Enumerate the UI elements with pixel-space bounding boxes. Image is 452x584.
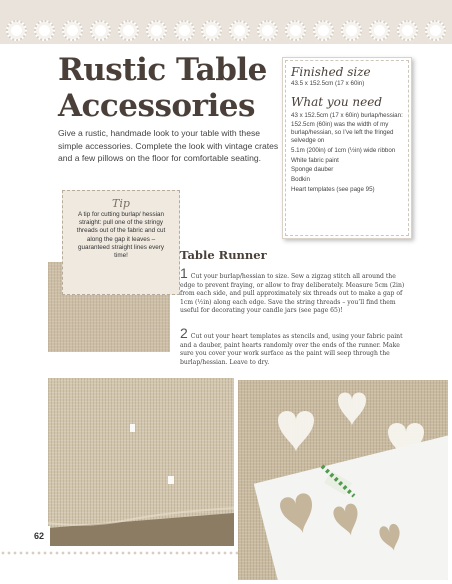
- hearts-illustration: [238, 380, 448, 580]
- step-number: 1: [180, 265, 188, 281]
- title-line-2: Accessories: [58, 88, 255, 124]
- frayed-gap-mark: [130, 424, 135, 432]
- doily-lace-icon: [425, 20, 446, 41]
- doily-lace-icon: [229, 20, 250, 41]
- table-runner-heading: Table Runner: [180, 248, 267, 262]
- step-2: [180, 325, 406, 367]
- tip-box: [62, 190, 180, 295]
- finished-size-heading: Finished size: [291, 65, 371, 79]
- step-text: Cut your burlap/hessian to size. Sew a zigzag stitch all around the edge to prevent fraying, or allow to fray deliberately. Measure 5cm (2in) from each side, and pull approximately six threads out to make a gap of 1cm (½in) along each edge. Save the string threads – you’ll find them useful for decorating your candle jars (see page 65)!: [180, 273, 405, 315]
- doily-lace-icon: [146, 20, 167, 41]
- fringe-illustration: [48, 378, 234, 546]
- doily-lace-icon: [257, 20, 278, 41]
- list-item: 5.1m (200in) of 1cm (½in) wide ribbon: [291, 146, 396, 154]
- tip-text: A tip for cutting burlap/ hessian straight: pull one of the stringy threads out of the fabric and cut along the gap it leaves – guaranteed straight lines every time!: [76, 211, 166, 260]
- page-title: [58, 52, 278, 124]
- doily-lace-icon: [285, 20, 306, 41]
- doily-lace-icon: [313, 20, 334, 41]
- doily-lace-icon: [201, 20, 222, 41]
- list-item: Bodkin: [291, 176, 310, 184]
- heart-icon: [278, 411, 314, 452]
- heart-icon: [338, 393, 366, 427]
- bottom-lace-trim: [0, 549, 238, 557]
- materials-box: [282, 57, 412, 239]
- list-item: 43 x 152.5cm (17 x 60in) burlap/hessian: 152.5cm (60in) was the width of my burlap/hessian, so I’ve left the fringed selvedge on: [291, 112, 403, 145]
- frayed-gap-mark: [168, 476, 174, 484]
- doily-lace-icon: [118, 20, 139, 41]
- intro-paragraph: Give a rustic, handmade look to your table with these simple accessories. Complete the look with vintage crates and a few pillows on the floor for comfortable seating.: [58, 128, 279, 163]
- title-line-1: Rustic Table: [58, 52, 267, 88]
- doily-row: [6, 20, 446, 44]
- doily-lace-icon: [62, 20, 83, 41]
- what-you-need-heading: What you need: [291, 95, 383, 110]
- page-number: 62: [33, 531, 44, 541]
- list-item: Sponge dauber: [291, 166, 334, 174]
- step-text: Cut out your heart templates as stencils and, using your fabric paint and a dauber, paint hearts randomly over the ends of the runner. Make sure you cover your work surface as the paint will seep through the burlap/hessian. Leave to dry.: [180, 333, 403, 366]
- doily-lace-icon: [90, 20, 111, 41]
- list-item: White fabric paint: [291, 156, 339, 164]
- doily-lace-icon: [174, 20, 195, 41]
- runner-edge-photo: [48, 378, 234, 546]
- finished-size-value: 43.5 x 152.5cm (17 x 60in): [291, 80, 365, 87]
- step-1: [180, 265, 406, 316]
- doily-lace-icon: [397, 20, 418, 41]
- materials-list: [291, 112, 403, 194]
- doily-lace-icon: [369, 20, 390, 41]
- top-lace-band: [0, 0, 452, 44]
- tip-heading: Tip: [112, 197, 130, 210]
- doily-lace-icon: [6, 20, 27, 41]
- doily-lace-icon: [341, 20, 362, 41]
- step-number: 2: [180, 325, 188, 341]
- doily-lace-icon: [34, 20, 55, 41]
- list-item: Heart templates (see page 95): [291, 186, 375, 193]
- stencil-hearts-photo: [238, 380, 448, 580]
